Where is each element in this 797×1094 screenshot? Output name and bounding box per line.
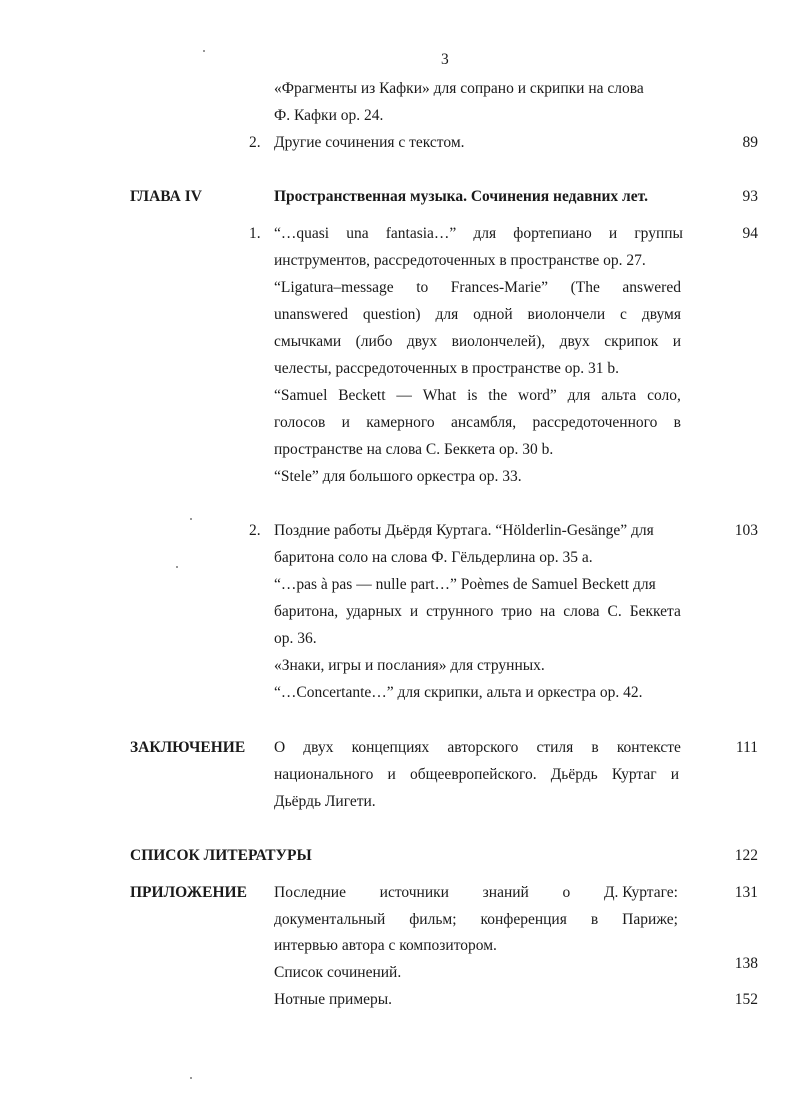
scan-speck: [203, 50, 205, 52]
toc-line: баритона, ударных и струнного трио на слова С. Беккета: [274, 603, 681, 620]
toc-line: национального и общеевропейского. Дьёрдь Куртаг и: [274, 766, 679, 783]
toc-line: Дьёрдь Лигети.: [274, 793, 376, 810]
toc-line: “…quasi una fantasia…” для фортепиано и группы: [274, 225, 683, 242]
toc-line: Ф. Кафки ор. 24.: [274, 107, 384, 124]
toc-line: ор. 36.: [274, 630, 317, 647]
toc-line: Список сочинений.: [274, 964, 402, 981]
section-label: СПИСОК ЛИТЕРАТУРЫ: [130, 847, 312, 864]
toc-line: Другие сочинения с текстом.: [274, 134, 465, 151]
toc-line: пространстве на слова С. Беккета ор. 30 b.: [274, 441, 554, 458]
toc-line: баритона соло на слова Ф. Гёльдерлина ор. 35 а.: [274, 549, 593, 566]
scan-speck: [190, 518, 192, 520]
scan-speck: [190, 1077, 192, 1079]
toc-line: «Фрагменты из Кафки» для сопрано и скрипки на слова: [274, 80, 644, 97]
chapter-label: ГЛАВА IV: [130, 188, 202, 205]
toc-page-number: 89: [742, 134, 758, 151]
scan-speck: [176, 566, 178, 568]
toc-page-number: 122: [734, 847, 758, 864]
toc-line: “…pas à pas — nulle part…” Poèmes de Samuel Beckett для: [274, 576, 656, 593]
toc-page-number: 111: [735, 739, 758, 756]
toc-line: Нотные примеры.: [274, 991, 393, 1008]
toc-line: “Stele” для большого оркестра ор. 33.: [274, 468, 522, 485]
toc-line: Поздние работы Дьёрдя Куртага. “Hölderlin-Gesänge” для: [274, 522, 654, 539]
toc-page-number: 103: [734, 522, 758, 539]
toc-line: инструментов, рассредоточенных в пространстве ор. 27.: [274, 252, 646, 269]
toc-item-number: 2.: [249, 522, 261, 539]
toc-line: “Ligatura–message to Frances-Marie” (The answered: [274, 279, 681, 296]
section-label: ЗАКЛЮЧЕНИЕ: [130, 739, 246, 756]
toc-line: “…Concertante…” для скрипки, альта и оркестра ор. 42.: [274, 684, 643, 701]
toc-page-number: 152: [734, 991, 758, 1008]
toc-line: unanswered question) для одной виолончели с двумя: [274, 306, 681, 323]
toc-line: смычками (либо двух виолончелей), двух скрипок и: [274, 333, 681, 350]
toc-line: голосов и камерного ансамбля, рассредоточенного в: [274, 414, 681, 431]
toc-page-number: 138: [734, 955, 758, 972]
toc-page-number: 94: [742, 225, 758, 242]
toc-page-number: 131: [734, 884, 758, 901]
toc-item-number: 2.: [249, 134, 261, 151]
section-label: ПРИЛОЖЕНИЕ: [130, 884, 247, 901]
toc-line: Последние источники знаний о Д. Куртаге:: [274, 884, 678, 901]
toc-line: О двух концепциях авторского стиля в контексте: [274, 739, 681, 756]
toc-page-number: 93: [742, 188, 758, 205]
page-number: 3: [441, 51, 449, 68]
chapter-title: Пространственная музыка. Сочинения недавних лет.: [274, 188, 648, 205]
toc-item-number: 1.: [249, 225, 261, 242]
toc-line: интервью автора с композитором.: [274, 937, 497, 954]
toc-line: “Samuel Beckett — What is the word” для альта соло,: [274, 387, 681, 404]
toc-line: «Знаки, игры и послания» для струнных.: [274, 657, 545, 674]
toc-line: документальный фильм; конференция в Париже;: [274, 911, 678, 928]
toc-line: челесты, рассредоточенных в пространстве ор. 31 b.: [274, 360, 619, 377]
